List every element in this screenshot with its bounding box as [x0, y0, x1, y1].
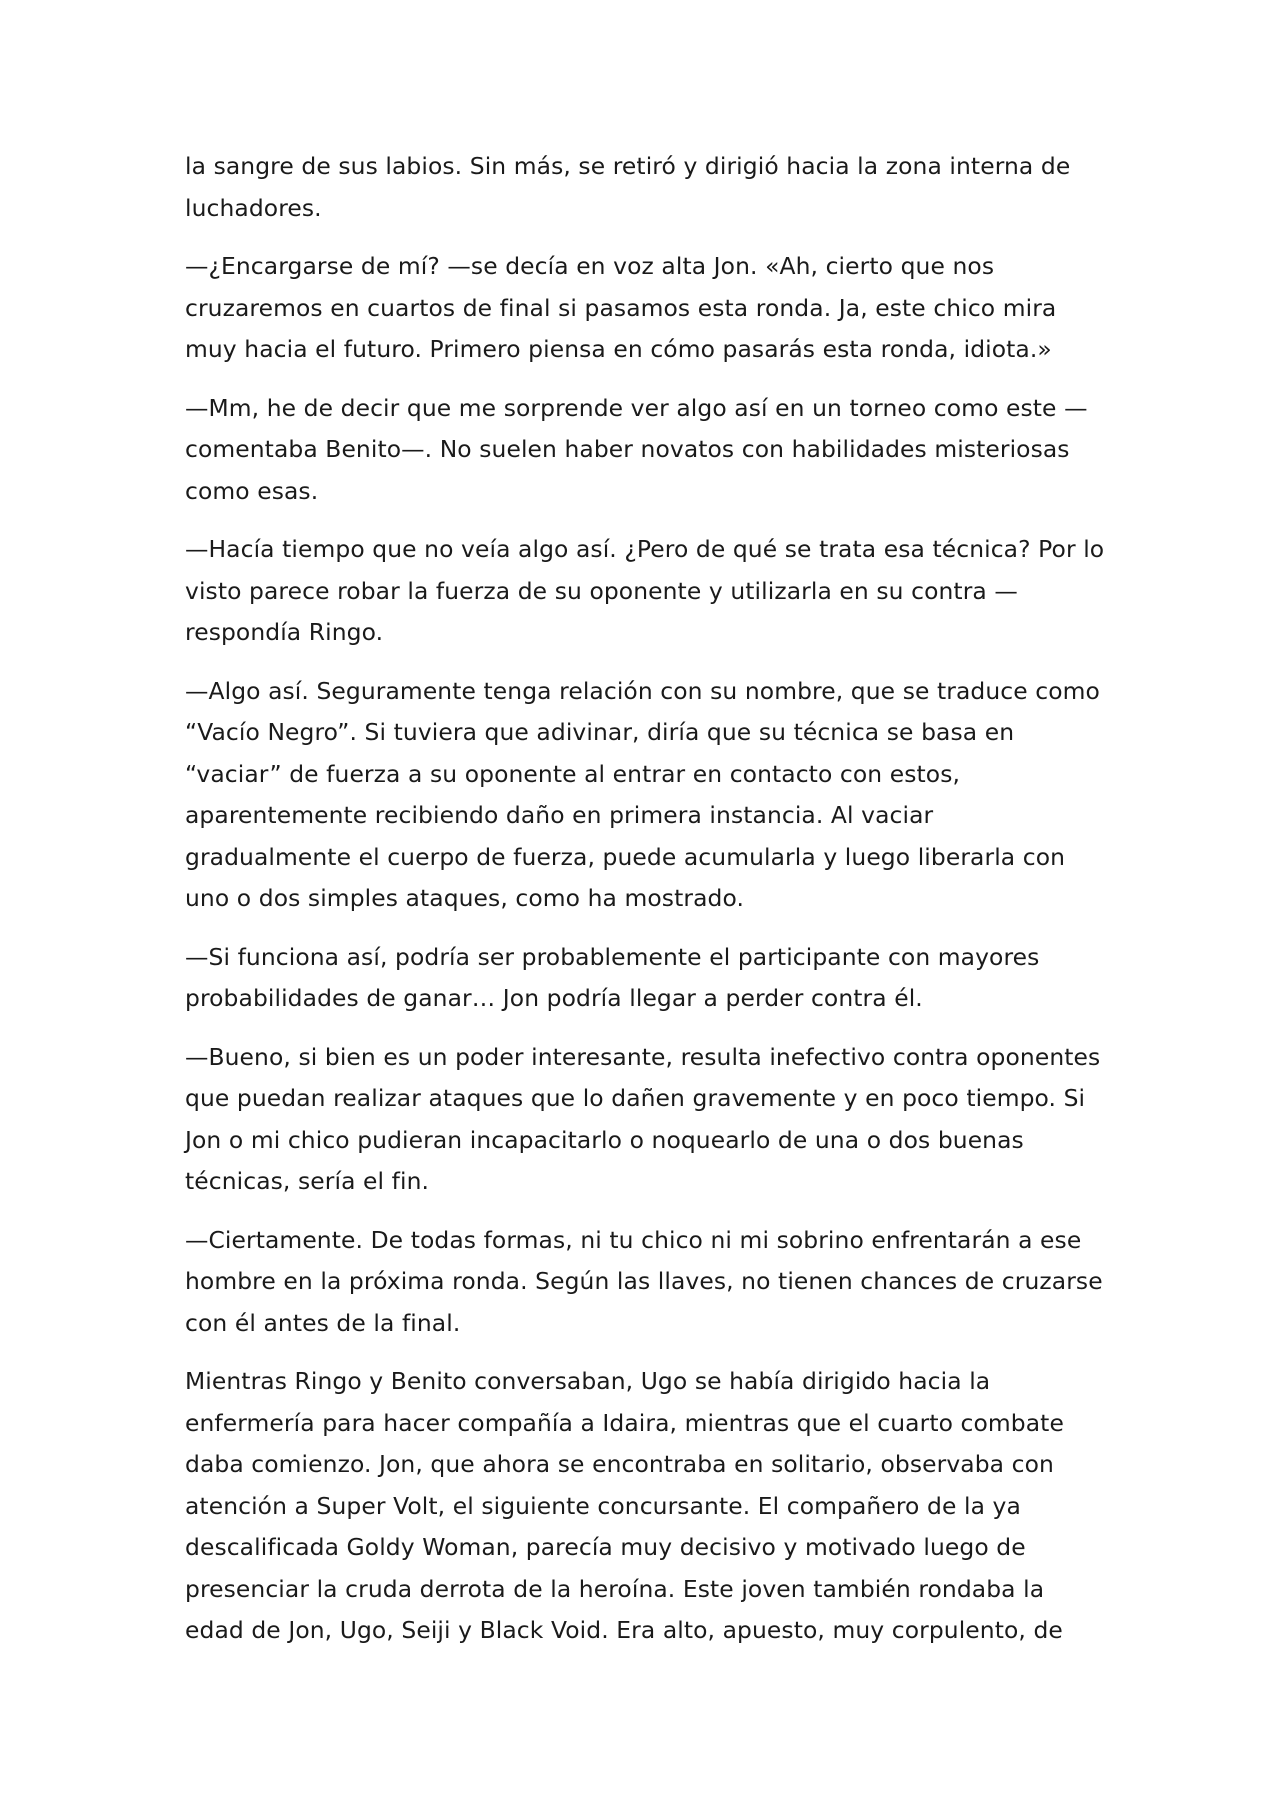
paragraph: —Hacía tiempo que no veía algo así. ¿Pero de qué se trata esa técnica? Por lo visto parece robar la fuerza de su oponente y utilizarla en su contra —respondía Ringo.	[185, 535, 1105, 646]
paragraph: —Ciertamente. De todas formas, ni tu chico ni mi sobrino enfrentarán a ese hombre en la próxima ronda. Según las llaves, no tienen chances de cruzarse con él antes de la final.	[185, 1225, 1103, 1337]
paragraph: —¿Encargarse de mí? —se decía en voz alta Jon. «Ah, cierto que nos cruzaremos en cuartos de final si pasamos esta ronda. Ja, este chico mira muy hacia el futuro. Primero piensa en cómo pasarás esta ronda, idiota.»	[185, 252, 1057, 363]
paragraph: —Algo así. Seguramente tenga relación con su nombre, que se traduce como “Vacío Negro”. Si tuviera que adivinar, diría que su técnica se basa en “vaciar” de fuerza a su oponente al entrar en contacto con estos, aparentemente recibiendo daño en primera instancia. Al vaciar gradualmente el cuerpo de fuerza, puede acumularla y luego liberarla con uno o dos simples ataques, como ha mostrado.	[185, 676, 1100, 912]
document-body	[185, 146, 1105, 1652]
paragraph: —Si funciona así, podría ser probablemente el participante con mayores probabilidades de ganar… Jon podría llegar a perder contra él.	[185, 942, 1040, 1012]
paragraph: —Mm, he de decir que me sorprende ver algo así en un torneo como este —comentaba Benito—. No suelen haber novatos con habilidades misteriosas como esas.	[185, 393, 1088, 505]
paragraph: Mientras Ringo y Benito conversaban, Ugo se había dirigido hacia la enfermería para hacer compañía a Idaira, mientras que el cuarto combate daba comienzo. Jon, que ahora se encontraba en solitario, observaba con atención a Super Volt, el siguiente concursante. El compañero de la ya descalificada Goldy Woman, parecía muy decisivo y motivado luego de presenciar la cruda derrota de la heroína. Este joven también rondaba la edad de Jon, Ugo, Seiji y Black Void. Era alto, apuesto, muy corpulento, de	[185, 1367, 1064, 1644]
paragraph: la sangre de sus labios. Sin más, se retiró y dirigió hacia la zona interna de luchadores.	[185, 152, 1071, 222]
paragraph: —Bueno, si bien es un poder interesante, resulta inefectivo contra oponentes que puedan realizar ataques que lo dañen gravemente y en poco tiempo. Si Jon o mi chico pudieran incapacitarlo o noquearlo de una o dos buenas técnicas, sería el fin.	[185, 1042, 1101, 1195]
